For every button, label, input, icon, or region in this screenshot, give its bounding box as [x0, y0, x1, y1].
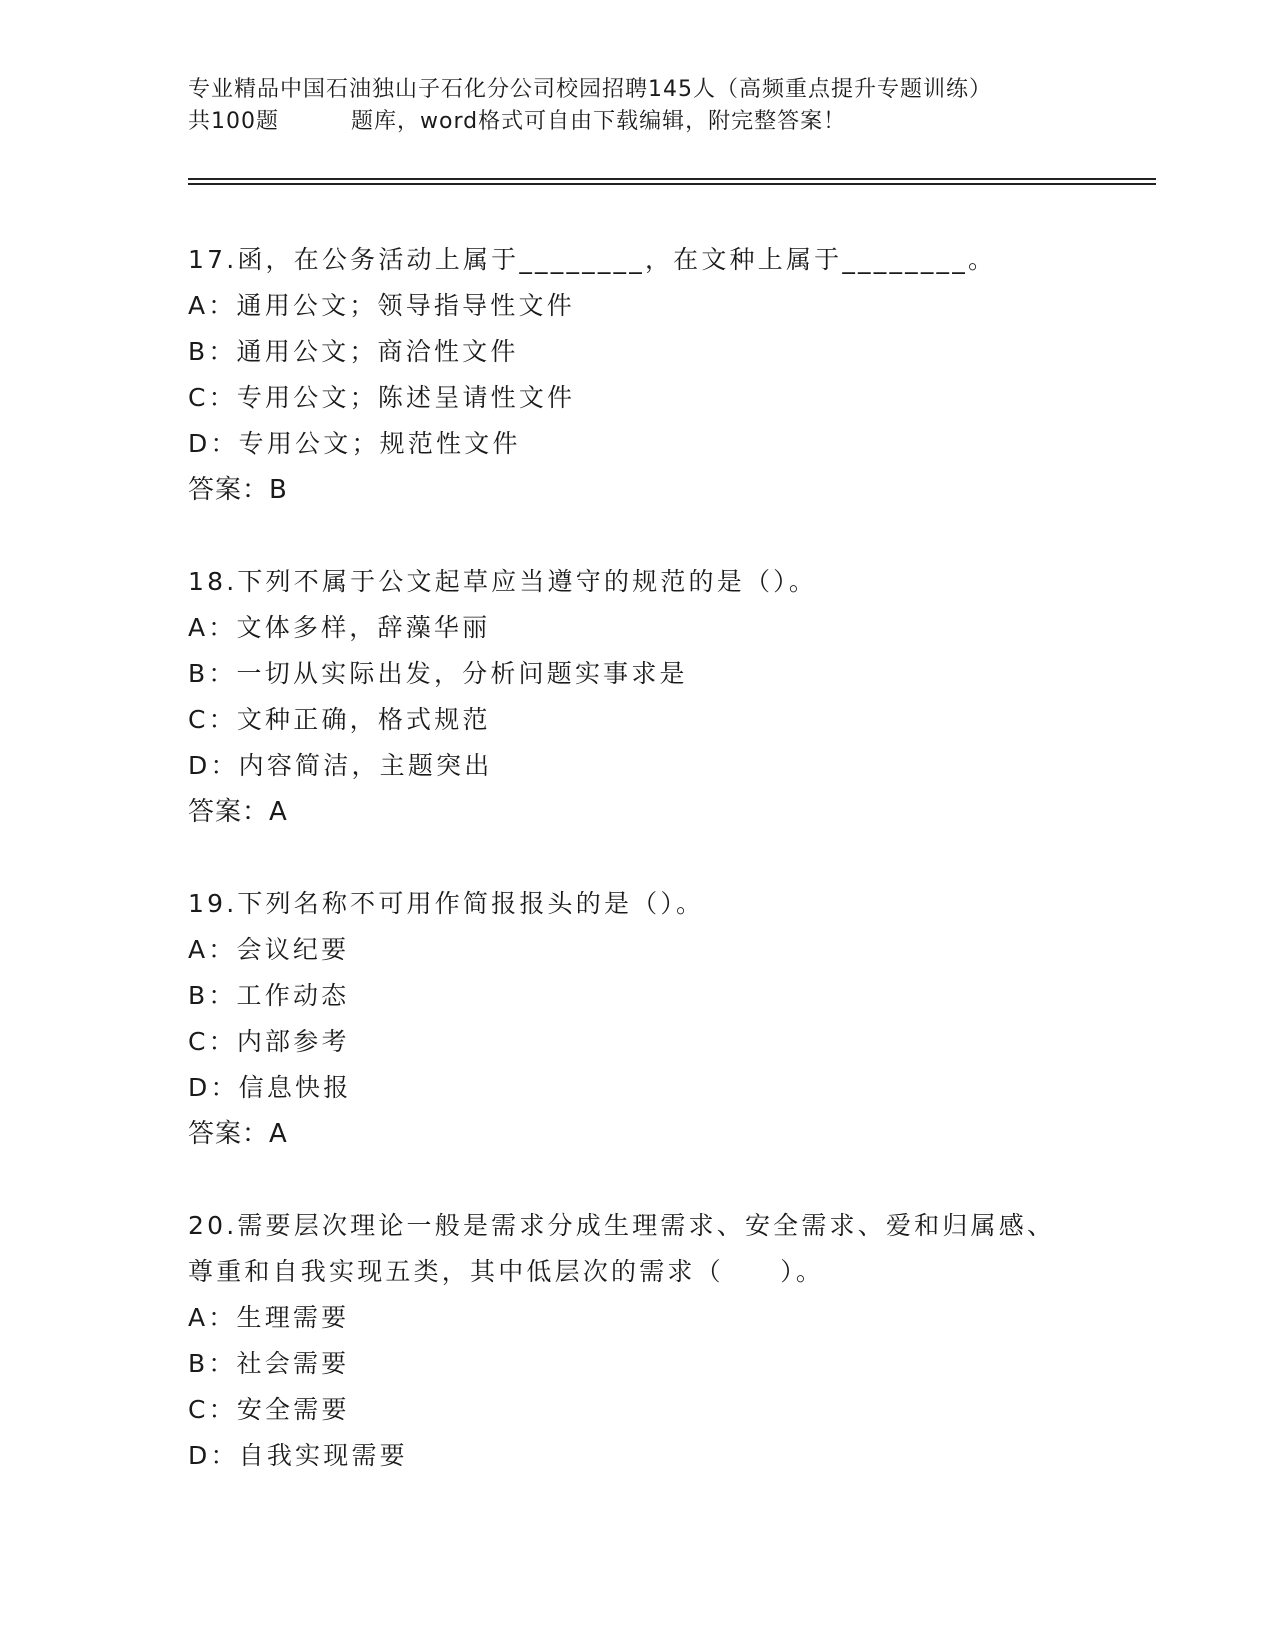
option-c: C：内部参考 — [188, 1027, 350, 1056]
question-stem: 18.下列不属于公文起草应当遵守的规范的是（）。 — [188, 567, 818, 596]
header-subtitle-line — [188, 106, 1088, 138]
answer-line: 答案：A — [188, 797, 288, 827]
header-divider-bottom — [188, 183, 1156, 185]
option-a: A：文体多样，辞藻华丽 — [188, 613, 491, 642]
option-a: A：会议纪要 — [188, 935, 350, 964]
option-d: D：专用公文；规范性文件 — [188, 429, 521, 458]
option-c: C：安全需要 — [188, 1395, 350, 1424]
header-divider-top — [188, 178, 1156, 180]
option-b: B：工作动态 — [188, 981, 350, 1010]
header-description: 题库，word格式可自由下载编辑，附完整答案！ — [351, 109, 847, 134]
question-19 — [188, 881, 1148, 1157]
option-d: D：内容简洁，主题突出 — [188, 751, 493, 780]
question-20 — [188, 1203, 1148, 1479]
question-stem-line-1: 20.需要层次理论一般是需求分成生理需求、安全需求、爱和归属感、 — [188, 1211, 1056, 1240]
option-c: C：专用公文；陈述呈请性文件 — [188, 383, 576, 412]
option-a: A：生理需要 — [188, 1303, 350, 1332]
question-stem: 17.函，在公务活动上属于________，在文种上属于________。 — [188, 245, 997, 274]
question-stem-line-2: 尊重和自我实现五类，其中低层次的需求（ ）。 — [188, 1257, 825, 1286]
option-b: B：一切从实际出发，分析问题实事求是 — [188, 659, 688, 688]
question-list — [188, 237, 1148, 1525]
option-b: B：通用公文；商洽性文件 — [188, 337, 519, 366]
option-b: B：社会需要 — [188, 1349, 350, 1378]
header-question-count: 共100题 — [188, 109, 279, 134]
option-a: A：通用公文；领导指导性文件 — [188, 291, 575, 320]
answer-line: 答案：B — [188, 475, 288, 505]
option-d: D：信息快报 — [188, 1073, 352, 1102]
header-title-line: 专业精品中国石油独山子石化分公司校园招聘145人（高频重点提升专题训练） — [188, 77, 992, 102]
option-d: D：自我实现需要 — [188, 1441, 408, 1470]
question-18 — [188, 559, 1148, 835]
document-header — [188, 74, 1088, 138]
option-c: C：文种正确，格式规范 — [188, 705, 491, 734]
answer-line: 答案：A — [188, 1119, 288, 1149]
question-stem: 19.下列名称不可用作简报报头的是（）。 — [188, 889, 705, 918]
question-17 — [188, 237, 1148, 513]
